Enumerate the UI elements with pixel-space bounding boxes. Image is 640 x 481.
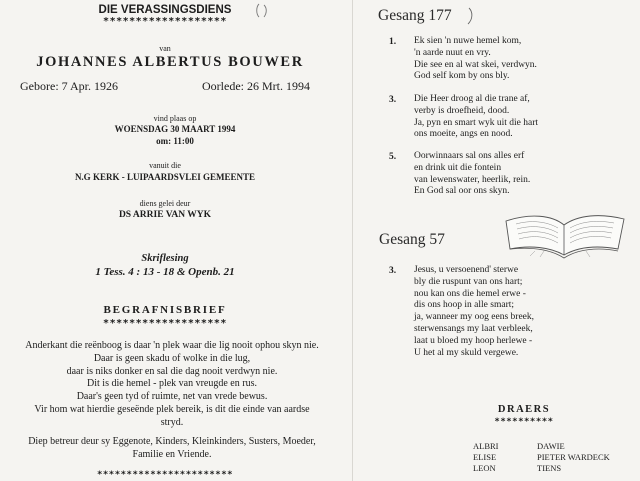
mourners-line: Familie en Vriende. [132, 448, 212, 460]
hymn-177-verse-5 [414, 151, 530, 198]
hymn-177-title: Gesang 177 [378, 7, 452, 24]
verse-line: Ja, pyn en smart wyk uit die hart [414, 117, 539, 128]
service-time: om: 11:00 [156, 136, 194, 146]
mourners-line: Diep betreur deur sy Eggenote, Kinders, Kleinkinders, Susters, Moeder, [28, 436, 316, 447]
hymn-177-verse-3 [414, 94, 538, 141]
hymn-177-heading [378, 7, 452, 25]
funeral-letter-star-divider: ******************* [103, 318, 227, 329]
hymn-57-verse-3 [414, 265, 534, 359]
page-fold [352, 0, 353, 481]
lead-by-label: diens gelei deur [139, 199, 191, 208]
open-book-icon [500, 207, 630, 262]
service-date: WOENSDAG 30 MAART 1994 [114, 124, 236, 134]
pencil-bracket-icon [460, 6, 476, 26]
scripture-reference: 1 Tess. 4 : 13 - 18 & Openb. 21 [95, 266, 235, 278]
poem-line: Daar's geen tyd of ruimte, net van vrede bewus. [76, 391, 268, 403]
verse-line: Ek sien 'n nuwe hemel kom, [414, 36, 522, 46]
deceased-name: JOHANNES ALBERTUS BOUWER [36, 54, 304, 70]
verse-number: 5. [389, 152, 397, 162]
service-title: DIE VERASSINGSDIENS [98, 4, 232, 16]
verse-line: bly die ruspunt van ons hart; [414, 276, 523, 287]
scripture-heading: Skriflesing [141, 253, 189, 264]
verse-line: verby is droefheid, dood. [414, 105, 510, 116]
verse-line: 'n aarde nuut en vry. [414, 47, 491, 58]
verse-line: ons moeite, angs en nood. [414, 129, 513, 140]
van-label: van [159, 44, 171, 53]
verse-line: laat u bloed my hoop herlewe - [414, 335, 533, 346]
funeral-poem [2, 340, 342, 430]
bottom-star-divider: *********************** [96, 470, 234, 480]
death-date: Oorlede: 26 Mrt. 1994 [202, 79, 310, 93]
verse-line: God self kom by ons bly. [414, 71, 510, 82]
verse-line: Oorwinnaars sal ons alles erf [414, 151, 525, 161]
poem-line: stryd. [160, 416, 184, 428]
poem-line: daar is niks donker en sal die dag nooit verdwyn nie. [66, 365, 278, 377]
poem-line: Dit is die hemel - plek van vreugde en rus. [87, 378, 257, 390]
poem-line: Daar is geen skadu of wolke in die lug, [93, 352, 251, 364]
verse-number: 3. [389, 266, 397, 276]
bearer-name: LEON [473, 463, 496, 473]
church-name: N.G KERK - LUIPAARDSVLEI GEMEENTE [74, 172, 256, 182]
poem-line: Vir hom wat hierdie geseënde plek bereik, is dit die einde van aardse [34, 403, 310, 415]
bearers-heading: DRAERS [497, 404, 551, 415]
funeral-letter-heading: BEGRAFNISBRIEF [103, 304, 227, 316]
verse-number: 3. [389, 95, 397, 105]
minister-name: DS ARRIE VAN WYK [118, 210, 212, 220]
verse-line: dis ons hoop in alle smart; [414, 300, 515, 311]
bearer-name: DAWIE [537, 441, 565, 451]
verse-line: nou kan ons die hemel erwe - [414, 288, 526, 299]
bearer-name: ELISE [473, 452, 497, 462]
birth-date: Gebore: 7 Apr. 1926 [20, 79, 118, 93]
verse-line: sterwensangs my laat verbleek, [414, 323, 533, 334]
pencil-mark-icon [255, 2, 269, 20]
hymn-177-verse-1 [414, 36, 537, 83]
bearer-name: ALBRI [473, 441, 499, 451]
verse-line: Die see en al wat skei, verdwyn. [414, 59, 537, 70]
poem-line: Anderkant die reënboog is daar 'n plek waar die lig nooit ophou skyn nie. [25, 340, 319, 351]
hymn-57-heading [379, 231, 445, 249]
verse-line: en drink uit die fontein [414, 162, 502, 173]
hymn-57-title: Gesang 57 [379, 231, 445, 248]
verse-line: Die Heer droog al die trane af, [414, 94, 530, 104]
mourners-text [2, 436, 342, 462]
bearer-name: TIENS [537, 463, 562, 473]
verse-line: En God sal oor ons skyn. [414, 186, 510, 197]
bearer-name: PIETER WARDECK [537, 452, 610, 462]
vanuit-label: vanuit die [149, 161, 181, 170]
vind-plaas-label: vind plaas op [153, 114, 197, 123]
verse-line: U het al my skuld vergewe. [414, 347, 519, 358]
verse-line: ja, wanneer my oog eens breek, [414, 312, 535, 323]
title-star-divider: ******************* [103, 16, 227, 27]
verse-number: 1. [389, 37, 397, 47]
verse-line: van lewenswater, heerlik, rein. [414, 174, 531, 185]
verse-line: Jesus, u versoenend' sterwe [414, 265, 519, 275]
bearers-star-divider: ********** [494, 417, 554, 427]
